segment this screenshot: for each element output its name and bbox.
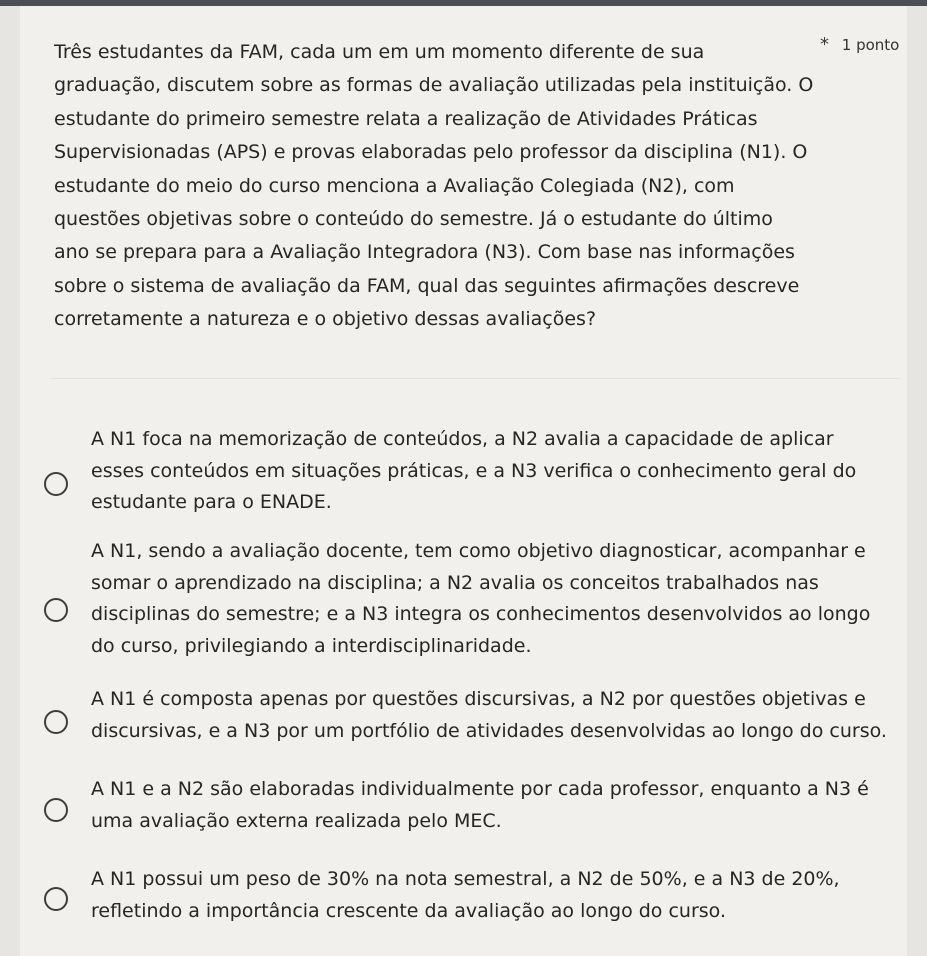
- option-label[interactable]: A N1 foca na memorização de conteúdos, a N2 avalia a capacidade de aplicar esses conteúdos em situações práticas, e a N3 verifica o conhecimento geral do estudante para o ENADE.: [91, 428, 857, 513]
- question-card: [20, 6, 907, 956]
- radio-button[interactable]: [44, 598, 68, 622]
- option-label[interactable]: A N1 e a N2 são elaboradas individualmente por cada professor, enquanto a N3 é uma avaliação externa realizada pelo MEC.: [91, 778, 869, 832]
- divider: [50, 378, 900, 379]
- option-label[interactable]: A N1 é composta apenas por questões discursivas, a N2 por questões objetivas e discursivas, e a N3 por um portfólio de atividades desenvolvidas ao longo do curso.: [91, 688, 887, 742]
- points-indicator: [820, 34, 899, 55]
- points-label: 1 ponto: [841, 36, 900, 54]
- radio-button[interactable]: [44, 710, 68, 734]
- radio-button[interactable]: [44, 472, 68, 496]
- required-asterisk: *: [820, 34, 829, 55]
- radio-button[interactable]: [44, 798, 68, 822]
- radio-button[interactable]: [44, 887, 68, 911]
- option-label[interactable]: A N1 possui um peso de 30% na nota semestral, a N2 de 50%, e a N3 de 20%, refletindo a importância crescente da avaliação ao longo do curso.: [91, 868, 840, 922]
- question-text: Três estudantes da FAM, cada um em um momento diferente de sua graduação, discutem sobre as formas de avaliação utilizadas pela instituição. O estudante do primeiro semestre relata a realização de Atividades Práticas Supervisionadas (APS) e provas elaboradas pelo professor da disciplina (N1). O estudante do meio do curso menciona a Avaliação Colegiada (N2), com questões objetivas sobre o conteúdo do semestre. Já o estudante do último ano se prepara para a Avaliação Integradora (N3). Com base nas informações sobre o sistema de avaliação da FAM, qual das seguintes afirmações descreve corretamente a natureza e o objetivo dessas avaliações?: [54, 41, 814, 331]
- option-label[interactable]: A N1, sendo a avaliação docente, tem como objetivo diagnosticar, acompanhar e somar o aprendizado na disciplina; a N2 avalia os conceitos trabalhados nas disciplinas do semestre; e a N3 integra os conhecimentos desenvolvidos ao longo do curso, privilegiando a interdisciplinaridade.: [91, 540, 871, 657]
